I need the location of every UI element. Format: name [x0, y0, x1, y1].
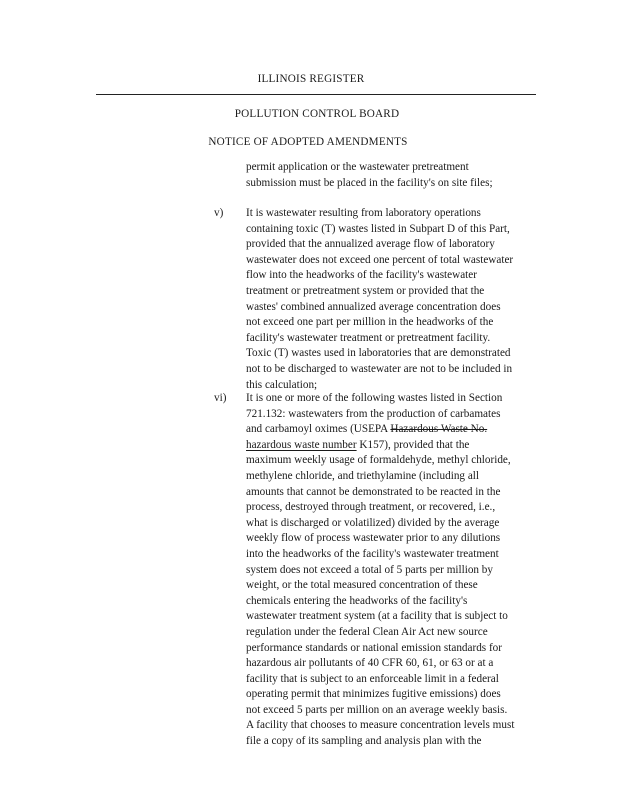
text-line: this calculation; [246, 378, 318, 391]
item-number: vi) [214, 392, 227, 404]
text-line: 721.132: wastewaters from the production of carbamates [246, 407, 501, 420]
struck-text: Hazardous Waste No. [390, 423, 488, 436]
underlined-text: hazardous waste number [246, 438, 357, 451]
text-segment: and carbamoyl oximes (USEPA [246, 423, 391, 436]
text-line: maximum weekly usage of formaldehyde, methyl chloride, [246, 454, 511, 467]
text-line [246, 438, 546, 454]
text-line: not to be discharged to wastewater are not to be included in [246, 362, 513, 375]
text-line: hazardous air pollutants of 40 CFR 60, 61, or 63 or at a [246, 657, 494, 670]
text-line: wastewater does not exceed one percent of total wastewater [246, 253, 514, 266]
text-line: what is discharged or volatilized) divided by the average [246, 516, 500, 529]
text-line: wastes' combined annualized average concentration does [246, 300, 501, 313]
text-line: not exceed 5 parts per million on an average weekly basis. [246, 703, 508, 716]
text-line: facility that is subject to an enforceable limit in a federal [246, 672, 499, 685]
text-line: It is wastewater resulting from laboratory operations [246, 207, 481, 219]
text-line: facility's wastewater treatment or pretreatment facility. [246, 331, 491, 344]
text-line: regulation under the federal Clean Air Act new source [246, 625, 488, 638]
text-line [246, 422, 546, 438]
text-line: performance standards or national emission standards for [246, 641, 502, 654]
text-line: permit application or the wastewater pretreatment [246, 161, 469, 173]
text-line: methylene chloride, and triethylamine (including all [246, 469, 479, 482]
notice-title: NOTICE OF ADOPTED AMENDMENTS [208, 136, 408, 148]
board-title: POLLUTION CONTROL BOARD [234, 108, 400, 120]
item-paragraph [246, 206, 546, 393]
text-line: weight, or the total measured concentration of these [246, 579, 478, 592]
item-paragraph [246, 391, 546, 750]
text-line: provided that the annualized average flow of laboratory [246, 238, 495, 251]
continuation-paragraph [246, 160, 546, 191]
header-divider [96, 94, 536, 95]
text-line: chemicals entering the headworks of the facility's [246, 594, 468, 607]
text-line: A facility that chooses to measure concentration levels must [246, 719, 515, 732]
text-line: wastewater treatment system (at a facility that is subject to [246, 610, 508, 623]
text-line: weekly flow of process wastewater prior to any dilutions [246, 532, 501, 545]
text-line: amounts that cannot be demonstrated to be reacted in the [246, 485, 501, 498]
text-line: flow into the headworks of the facility's wastewater [246, 269, 477, 282]
text-line: into the headworks of the facility's wastewater treatment [246, 547, 499, 560]
text-segment: K157), provided that the [356, 438, 470, 451]
register-title: ILLINOIS REGISTER [257, 73, 365, 85]
text-line: file a copy of its sampling and analysis plan with the [246, 735, 482, 748]
text-line: Toxic (T) wastes used in laboratories that are demonstrated [246, 347, 511, 360]
text-line: treatment or pretreatment system or provided that the [246, 284, 485, 297]
item-number: v) [214, 207, 224, 219]
text-line: containing toxic (T) wastes listed in Subpart D of this Part, [246, 222, 510, 235]
text-line: It is one or more of the following wastes listed in Section [246, 392, 503, 404]
text-line: system does not exceed a total of 5 parts per million by [246, 563, 493, 576]
text-line: operating permit that minimizes fugitive emissions) does [246, 688, 501, 701]
text-line: submission must be placed in the facility's on site files; [246, 176, 493, 189]
text-line: process, destroyed through treatment, or recovered, i.e., [246, 501, 496, 514]
text-line: not exceed one part per million in the headworks of the [246, 316, 494, 329]
